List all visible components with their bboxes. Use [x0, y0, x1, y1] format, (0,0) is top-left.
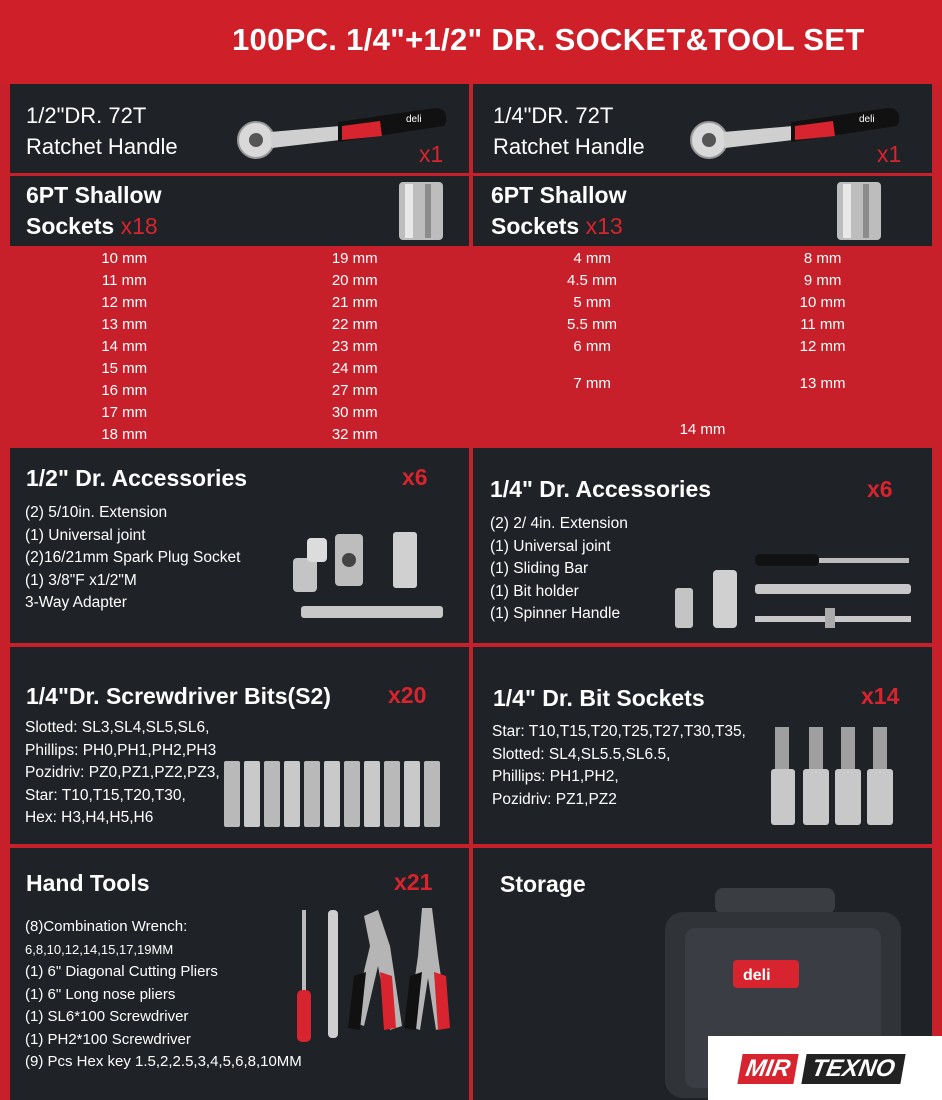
sockets-quarter-count: x13 [585, 213, 623, 239]
table-cell: 22 mm [240, 313, 471, 335]
table-cell: 4 mm [472, 247, 712, 269]
table-cell: 23 mm [240, 335, 471, 357]
list-item: 3-Way Adapter [25, 594, 127, 611]
table-cell: 24 mm [240, 357, 471, 379]
table-cell: 27 mm [240, 379, 471, 401]
ratchet-half-logo: deli [406, 114, 422, 125]
list-item: 6,8,10,12,14,15,17,19MM [25, 941, 174, 957]
list-item: (9) Pcs Hex key 1.5,2,2.5,3,4,5,6,8,10MM [25, 1053, 302, 1070]
acc-quarter-title: 1/4" Dr. Accessories [490, 476, 712, 502]
table-cell: 15 mm [9, 357, 240, 379]
acc-half-panel [10, 448, 469, 643]
sockets-half-line1: 6PT Shallow [26, 182, 162, 208]
hand-tools-title: Hand Tools [26, 870, 150, 896]
ratchet-half-line1: 1/2"DR. 72T [26, 103, 147, 128]
list-item: (1) 3/8"F x1/2"M [25, 571, 137, 589]
table-cell: 17 mm [9, 401, 240, 423]
table-cell: 5.5 mm [472, 313, 712, 335]
sockets-half-table-body [9, 247, 470, 445]
page-title: 100PC. 1/4"+1/2" DR. SOCKET&TOOL SET [232, 22, 865, 57]
list-item: Hex: H3,H4,H5,H6 [25, 809, 154, 826]
table-cell: 20 mm [240, 269, 471, 291]
list-item: (8)Combination Wrench: [25, 918, 188, 935]
storage-logo: deli [743, 967, 771, 984]
table-cell: 10 mm [712, 291, 933, 313]
accessories-image [285, 528, 445, 633]
list-item: (1) 6" Long nose pliers [25, 985, 176, 1003]
table-cell: 11 mm [712, 313, 933, 335]
list-item: (2) 5/10in. Extension [25, 504, 168, 521]
table-cell: 8 mm [712, 247, 933, 269]
table-cell: 30 mm [240, 401, 471, 423]
bit-sockets-panel [473, 647, 932, 844]
sockets-quarter-line1: 6PT Shallow [491, 182, 627, 208]
sockets-quarter-header [473, 176, 932, 246]
table-cell: 13 mm [712, 357, 933, 409]
table-cell: 6 mm [472, 335, 712, 357]
watermark-right: TEXNO [801, 1054, 905, 1084]
storage-title: Storage [500, 871, 586, 897]
bits-count: x20 [388, 682, 427, 708]
table-cell: 32 mm [240, 423, 471, 445]
acc-quarter-count: x6 [867, 476, 893, 502]
list-item: (2) 2/ 4in. Extension [490, 515, 628, 532]
sockets-half-header [10, 176, 469, 246]
table-cell: 19 mm [240, 247, 471, 269]
header-bar [0, 0, 942, 84]
table-cell: 14 mm [472, 409, 933, 449]
table-cell: 12 mm [712, 335, 933, 357]
ratchet-image [683, 96, 908, 166]
hand-tools-image [294, 906, 454, 1046]
bits-image [220, 751, 450, 831]
acc-quarter-panel [473, 448, 932, 643]
socket-image [395, 180, 447, 242]
table-cell: 14 mm [9, 335, 240, 357]
list-item: (1) 6" Diagonal Cutting Pliers [25, 963, 218, 980]
table-cell: 10 mm [9, 247, 240, 269]
list-item: (1) Universal joint [25, 526, 146, 544]
table-cell: 5 mm [472, 291, 712, 313]
table-cell: 16 mm [9, 379, 240, 401]
accessories-image [669, 548, 914, 636]
list-item: (1) Sliding Bar [490, 560, 589, 577]
ratchet-quarter-panel [473, 84, 932, 173]
list-item: Pozidriv: PZ0,PZ1,PZ2,PZ3, [25, 764, 220, 781]
watermark-left: MIR [737, 1054, 798, 1084]
list-item: Star: T10,T15,T20,T25,T27,T30,T35, [492, 723, 746, 740]
ratchet-half-line2: Ratchet Handle [26, 134, 178, 159]
bits-panel [10, 647, 469, 844]
list-item: (1) Bit holder [490, 582, 579, 600]
table-cell: 9 mm [712, 269, 933, 291]
sockets-quarter-table [471, 246, 934, 450]
table-cell: 12 mm [9, 291, 240, 313]
list-item: (1) Universal joint [490, 537, 611, 555]
sockets-quarter-line2: Sockets [491, 213, 580, 239]
list-item: Slotted: SL4,SL5.5,SL6.5, [492, 745, 671, 763]
list-item: Pozidriv: PZ1,PZ2 [492, 790, 617, 808]
hand-tools-count: x21 [394, 869, 433, 895]
list-item: (1) Spinner Handle [490, 605, 621, 622]
acc-half-count: x6 [402, 464, 428, 490]
list-item: Phillips: PH1,PH2, [492, 768, 619, 785]
bit-sockets-image [769, 723, 897, 831]
watermark [708, 1036, 942, 1100]
table-cell: 11 mm [9, 269, 240, 291]
sockets-half-table [8, 246, 471, 446]
socket-image [833, 180, 885, 242]
bit-sockets-count: x14 [861, 683, 900, 709]
ratchet-quarter-logo: deli [859, 114, 875, 125]
bits-title: 1/4"Dr. Screwdriver Bits(S2) [26, 683, 331, 709]
bit-sockets-title: 1/4" Dr. Bit Sockets [493, 685, 705, 711]
ratchet-quarter-line1: 1/4"DR. 72T [493, 103, 614, 128]
list-item: (1) SL6*100 Screwdriver [25, 1008, 189, 1025]
ratchet-quarter-line2: Ratchet Handle [493, 134, 645, 159]
list-item: Phillips: PH0,PH1,PH2,PH3 [25, 741, 217, 759]
sockets-quarter-table-body [472, 247, 933, 449]
ratchet-quarter-count: x1 [877, 141, 902, 167]
acc-half-title: 1/2" Dr. Accessories [26, 465, 248, 491]
table-cell: 13 mm [9, 313, 240, 335]
sockets-half-count: x18 [120, 213, 158, 239]
table-cell: 21 mm [240, 291, 471, 313]
table-cell: 7 mm [472, 357, 712, 409]
list-item: Slotted: SL3,SL4,SL5,SL6, [25, 719, 210, 736]
table-cell: 4.5 mm [472, 269, 712, 291]
list-item: (2)16/21mm Spark Plug Socket [25, 549, 241, 566]
sockets-half-line2: Sockets [26, 213, 115, 239]
hand-tools-panel [10, 848, 469, 1100]
ratchet-half-count: x1 [419, 141, 444, 167]
ratchet-half-panel [10, 84, 469, 173]
list-item: (1) PH2*100 Screwdriver [25, 1030, 191, 1048]
table-cell: 18 mm [9, 423, 240, 445]
list-item: Star: T10,T15,T20,T30, [25, 786, 186, 804]
